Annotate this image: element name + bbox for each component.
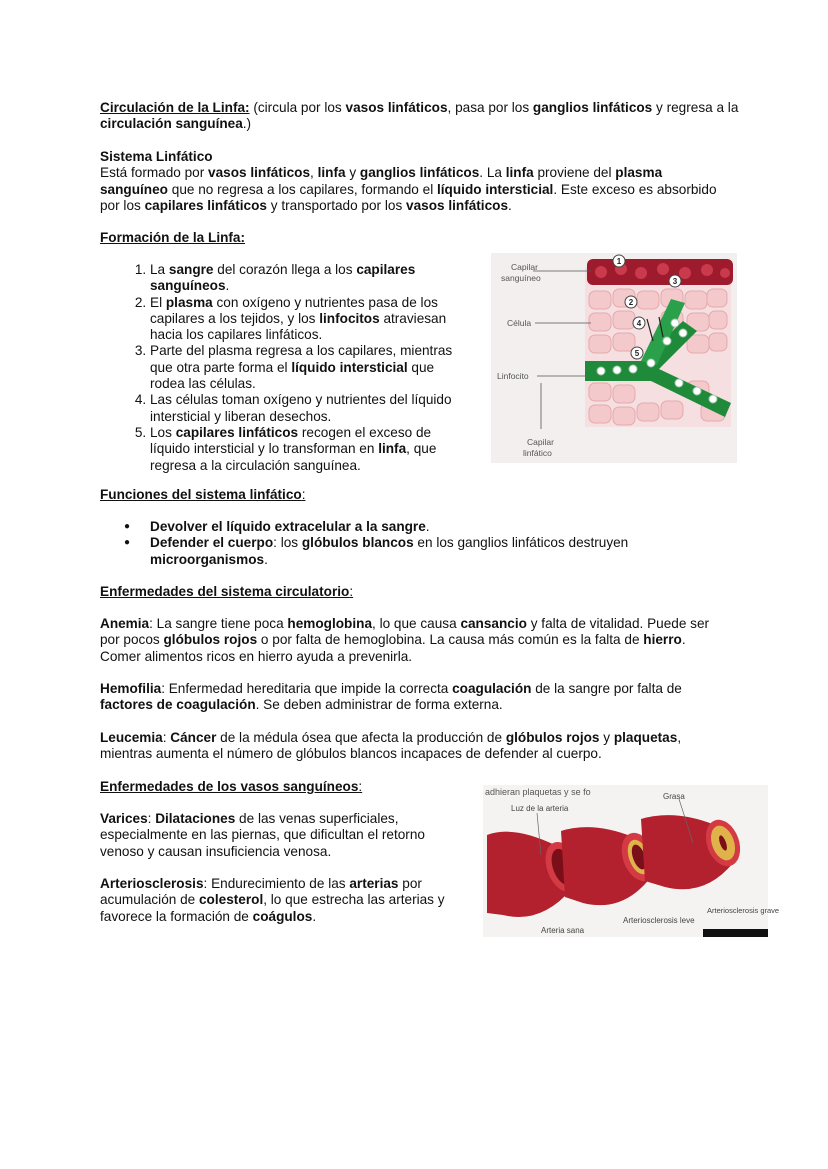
label-linfocito: Linfocito bbox=[497, 371, 529, 381]
label-arteria-sana: Arteria sana bbox=[541, 926, 585, 935]
arteriosclerosis-figure bbox=[483, 785, 780, 937]
circulatory-diseases-title-block: Enfermedades del sistema circulatorio: bbox=[100, 584, 354, 599]
lymph-circulation-paragraph: Circulación de la Linfa: (circula por los vasos linfáticos, pasa por los ganglios linfáticos y regresa a la circulación sanguínea.) bbox=[100, 100, 739, 132]
marker-5: 5 bbox=[634, 349, 640, 358]
circulatory-diseases-title: Enfermedades del sistema circulatorio bbox=[100, 584, 350, 599]
list-item: ● Defender el cuerpo: los glóbulos blancos en los ganglios linfáticos destruyen microorganismos. bbox=[150, 535, 660, 568]
marker-1: 1 bbox=[616, 257, 622, 266]
lymph-formation-title: Formación de la Linfa: bbox=[100, 230, 246, 245]
varices-paragraph: Varices: Dilataciones de las venas superficiales, especialmente en las piernas, que dificultan el retorno venoso y causan insuficiencia venosa. bbox=[100, 811, 425, 859]
label-luz-arteria: Luz de la arteria bbox=[511, 804, 569, 813]
figure-top-text: adhieran plaquetas y se fo bbox=[485, 787, 591, 797]
list-item: 5. Los capilares linfáticos recogen el exceso de líquido intersticial y lo transforman en linfa, que regresa a la circulación sanguínea. bbox=[150, 425, 470, 474]
label-arteriosclerosis-grave: Arteriosclerosis grave bbox=[707, 906, 780, 915]
label-sanguineo: sanguíneo bbox=[501, 273, 541, 283]
lymphatic-system-title: Sistema Linfático bbox=[100, 149, 213, 164]
functions-list bbox=[100, 519, 660, 568]
list-item: 1. La sangre del corazón llega a los capilares sanguíneos. bbox=[150, 262, 470, 295]
lymphatic-system-text: Está formado por vasos linfáticos, linfa y ganglios linfáticos. La linfa proviene del plasma sanguíneo que no regresa a los capilares, formando el líquido intersticial. Este exceso es absorbido por los capilares linfáticos y transportado por los vasos linfáticos. bbox=[100, 165, 717, 213]
hemofilia-paragraph: Hemofilia: Enfermedad hereditaria que impide la correcta coagulación de la sangre por falta de factores de coagulación. Se deben administrar de forma externa. bbox=[100, 681, 682, 713]
lymphatic-system-section bbox=[100, 149, 730, 214]
vessel-diseases-title-block: Enfermedades de los vasos sanguíneos: bbox=[100, 779, 363, 794]
label-arteriosclerosis-leve: Arteriosclerosis leve bbox=[623, 916, 695, 925]
list-item: 2. El plasma con oxígeno y nutrientes pasa de los capilares a los tejidos, y los linfocitos atraviesan hacia los capilares linfáticos. bbox=[150, 295, 470, 344]
marker-3: 3 bbox=[672, 277, 678, 286]
label-grasa: Grasa bbox=[663, 792, 685, 801]
label-capilar-linfatico-1: Capilar bbox=[527, 437, 554, 447]
marker-2: 2 bbox=[628, 298, 634, 307]
label-capilar: Capilar bbox=[511, 262, 538, 272]
lymph-capillary-figure bbox=[491, 253, 737, 463]
label-capilar-linfatico-2: linfático bbox=[523, 448, 552, 458]
list-item: 3. Parte del plasma regresa a los capilares, mientras que otra parte forma el líquido intersticial que rodea las células. bbox=[150, 343, 470, 392]
lymph-circulation-title: Circulación de la Linfa: bbox=[100, 100, 250, 115]
lymph-capillary-illustration bbox=[491, 253, 737, 463]
functions-title-block: Funciones del sistema linfático: bbox=[100, 487, 306, 502]
label-celula: Célula bbox=[507, 318, 532, 328]
marker-4: 4 bbox=[636, 319, 642, 328]
anemia-paragraph: Anemia: La sangre tiene poca hemoglobina, lo que causa cansancio y falta de vitalidad. Puede ser por pocos glóbulos rojos o por falta de hemoglobina. La causa más común es la falta de hierro. Comer alimentos ricos en hierro ayuda a prevenirla. bbox=[100, 616, 710, 664]
list-item: 4. Las células toman oxígeno y nutrientes del líquido intersticial y liberan desechos. bbox=[150, 392, 470, 425]
lymph-formation-steps bbox=[100, 262, 470, 474]
list-item: ● Devolver el líquido extracelular a la sangre. bbox=[150, 519, 660, 535]
vessel-diseases-title: Enfermedades de los vasos sanguíneos bbox=[100, 779, 359, 794]
lymph-formation-title-block bbox=[100, 230, 245, 246]
arteries-illustration bbox=[483, 785, 780, 937]
leucemia-paragraph: Leucemia: Cáncer de la médula ósea que afecta la producción de glóbulos rojos y plaquetas, mientras aumenta el número de glóbulos blancos incapaces de defender al cuerpo. bbox=[100, 730, 682, 762]
arteriosclerosis-paragraph: Arteriosclerosis: Endurecimiento de las arterias por acumulación de colesterol, lo que estrecha las arterias y favorece la formación de coágulos. bbox=[100, 876, 445, 924]
functions-title: Funciones del sistema linfático bbox=[100, 487, 302, 502]
